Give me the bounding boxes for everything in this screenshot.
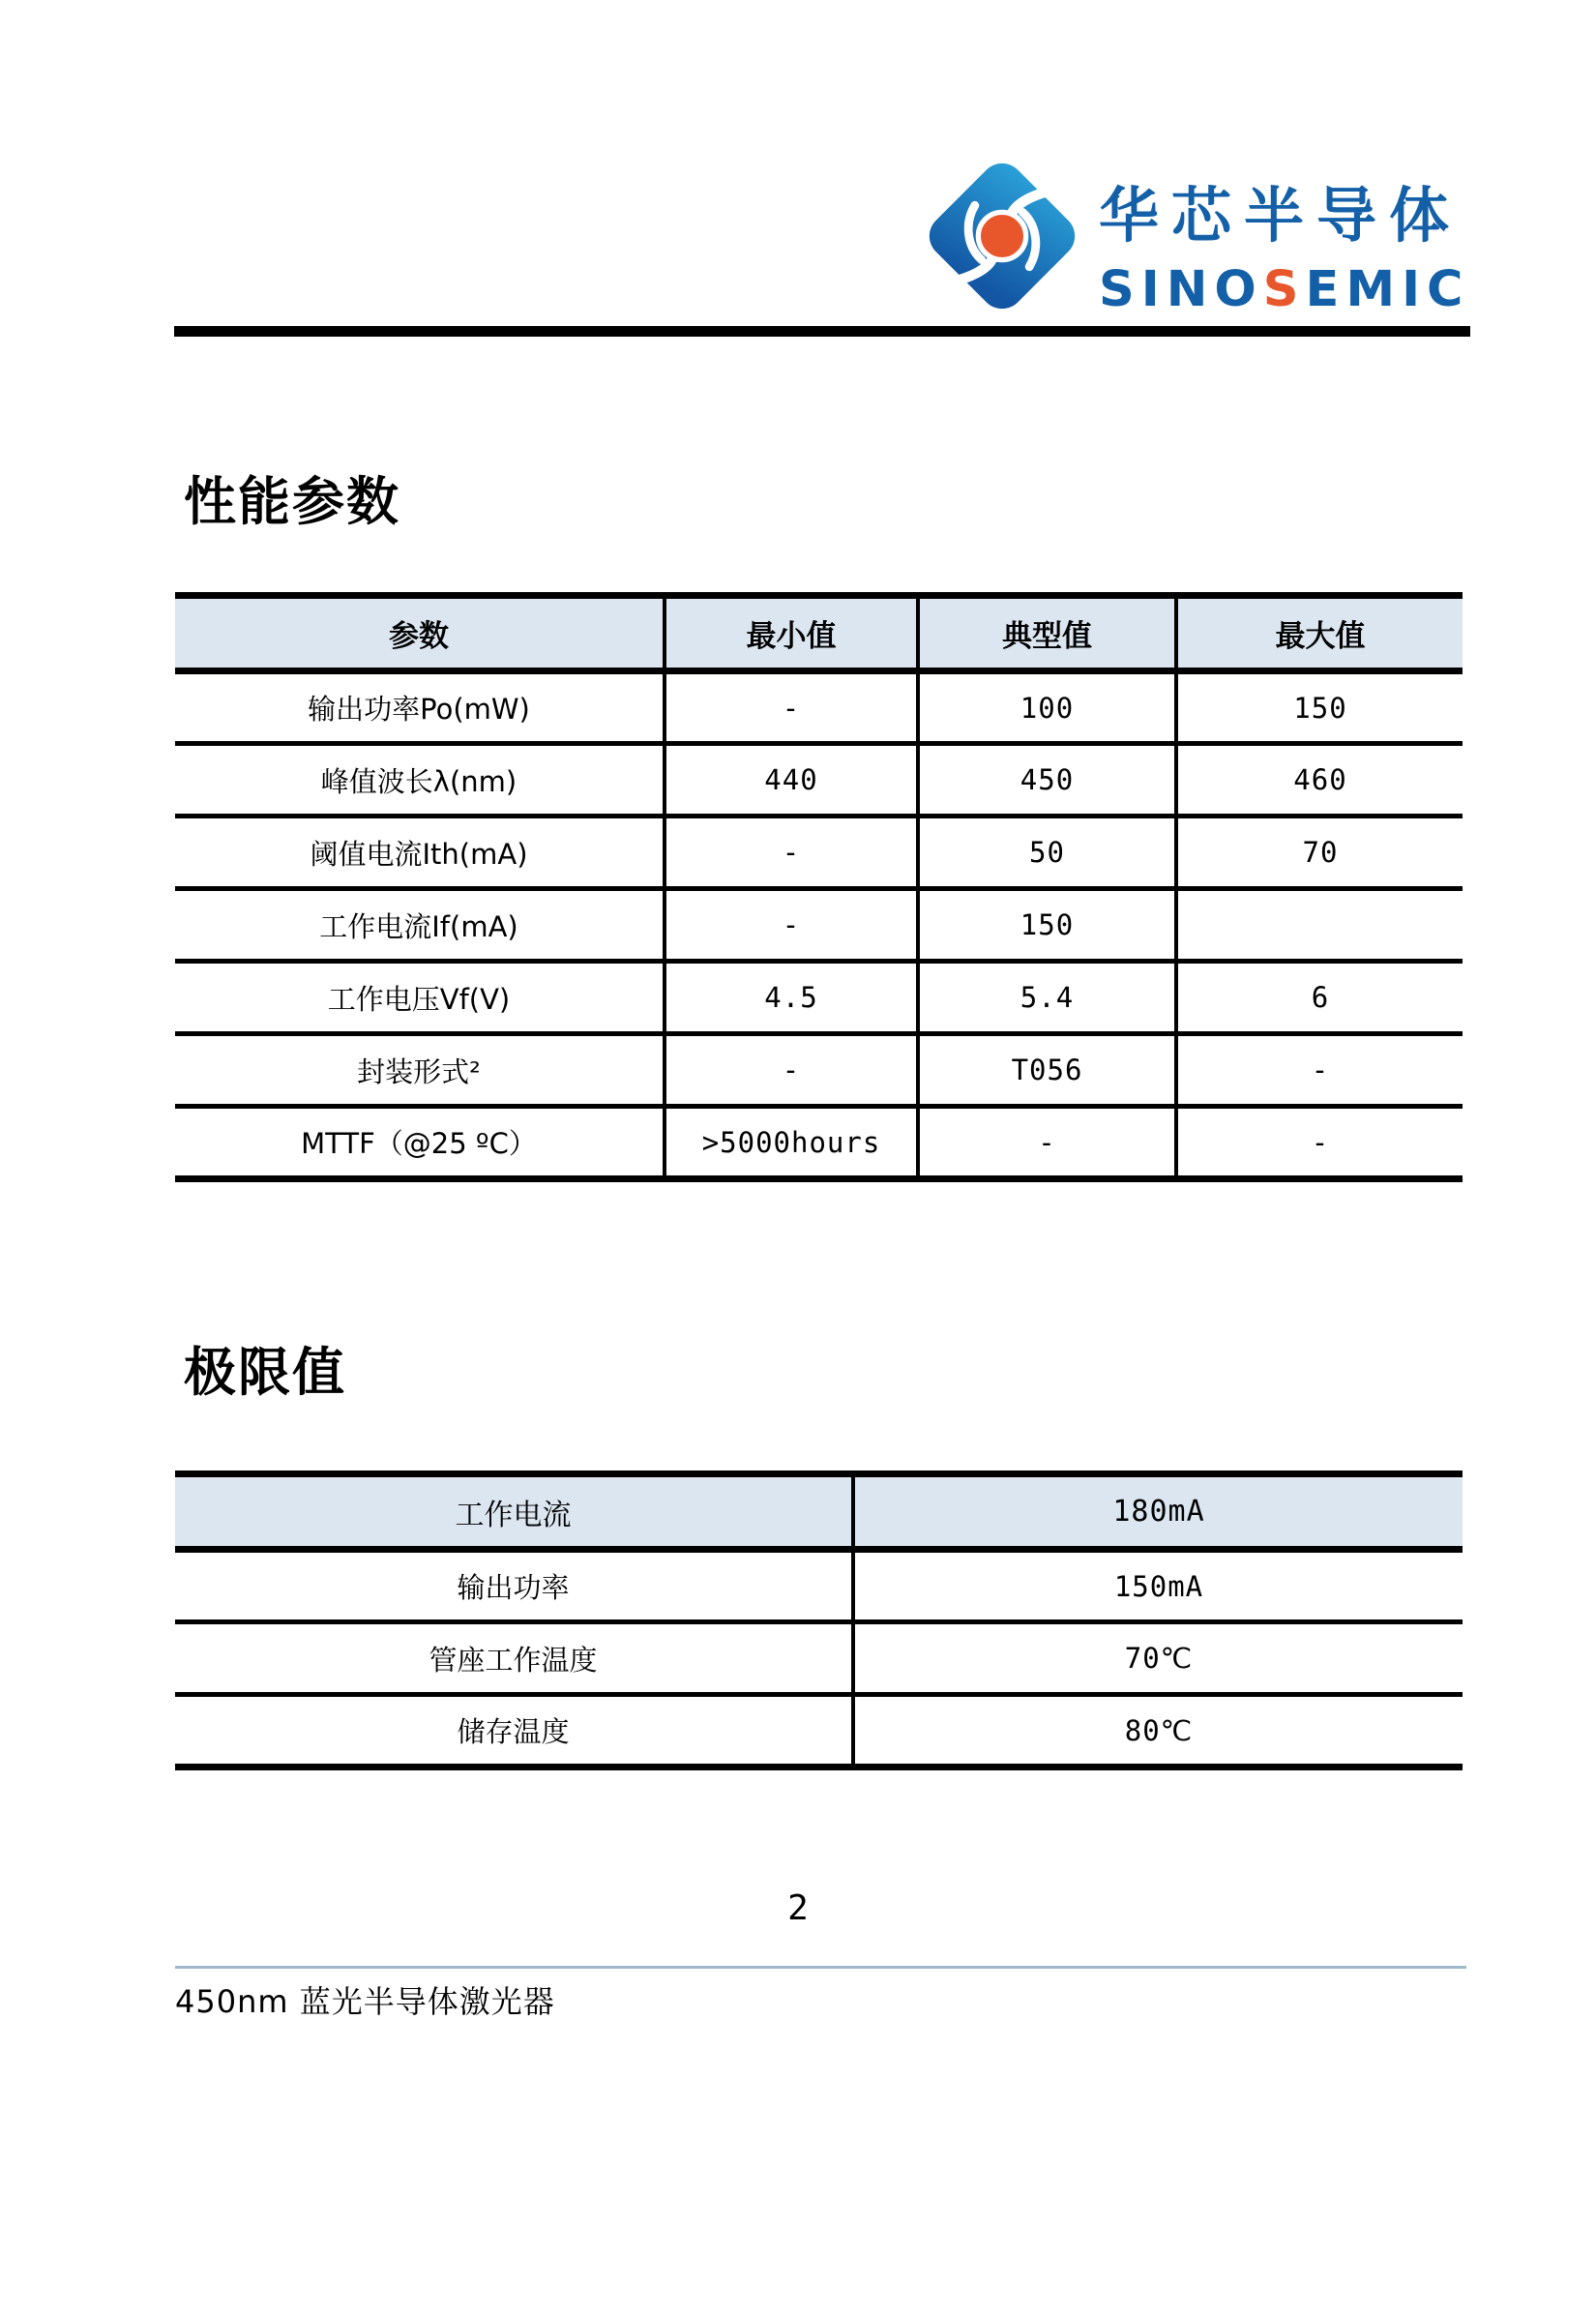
param-label-cell: 工作电压Vf(V) xyxy=(175,962,665,1034)
limits-table-header-row xyxy=(175,1474,1463,1550)
param-max-cell: - xyxy=(1176,1034,1463,1107)
table-row xyxy=(175,962,1463,1034)
param-max-cell xyxy=(1176,889,1463,962)
table-row xyxy=(175,1550,1463,1622)
param-min-cell: - xyxy=(665,817,918,889)
column-header-min: 最小值 xyxy=(665,596,918,671)
logo-text-block xyxy=(1099,180,1478,321)
limit-value-cell: 180mA xyxy=(853,1474,1463,1550)
column-header-max: 最大值 xyxy=(1176,596,1463,671)
param-typ-cell: 100 xyxy=(918,671,1176,744)
table-row xyxy=(175,1034,1463,1107)
limit-value-cell: 70℃ xyxy=(853,1622,1463,1695)
company-name-chinese: 华芯半导体 xyxy=(1099,180,1463,251)
param-min-cell: 440 xyxy=(665,744,918,817)
param-typ-cell: 150 xyxy=(918,889,1176,962)
footer-divider xyxy=(175,1966,1466,1969)
param-label-cell: 封装形式² xyxy=(175,1034,665,1107)
param-min-cell: >5000hours xyxy=(665,1107,918,1179)
table-row xyxy=(175,1107,1463,1179)
company-wordmark xyxy=(1099,261,1478,318)
limit-label-cell: 储存温度 xyxy=(457,1715,570,1748)
param-label-cell: 工作电流If(mA) xyxy=(175,889,665,962)
param-typ-cell: T056 xyxy=(918,1034,1176,1107)
limit-label-cell: 管座工作温度 xyxy=(175,1622,853,1695)
param-typ-cell: - xyxy=(918,1107,1176,1179)
param-label-cell: 输出功率Po(mW) xyxy=(175,671,665,744)
table-row xyxy=(175,1695,1463,1767)
param-min-cell: 4.5 xyxy=(665,962,918,1034)
param-min-cell: - xyxy=(665,889,918,962)
table-row xyxy=(175,671,1463,744)
param-label-cell: 阈值电流Ith(mA) xyxy=(175,817,665,889)
table-row xyxy=(175,1622,1463,1695)
wordmark-segment: EMIC xyxy=(1305,261,1470,318)
page-number: 2 xyxy=(787,1888,809,1928)
header-divider xyxy=(174,326,1470,337)
param-max-cell: - xyxy=(1176,1107,1463,1179)
company-logo xyxy=(917,151,1478,321)
param-typ-cell: 5.4 xyxy=(918,962,1176,1034)
limits-table xyxy=(175,1470,1463,1770)
param-max-cell: 460 xyxy=(1176,744,1463,817)
table-row xyxy=(175,744,1463,817)
wordmark-segment-accent: S xyxy=(1262,261,1306,318)
param-max-cell: 6 xyxy=(1176,962,1463,1034)
section-title-limits: 极限值 xyxy=(184,1342,346,1403)
limit-label-cell: 工作电流 xyxy=(175,1474,853,1550)
performance-table-header-row xyxy=(175,596,1463,671)
param-min-cell: - xyxy=(665,671,918,744)
param-max-cell: 70 xyxy=(1176,817,1463,889)
param-label-cell: MTTF（@25 ºC） xyxy=(301,1127,537,1160)
limit-value-cell: 80℃ xyxy=(853,1695,1463,1767)
wordmark-segment: SINO xyxy=(1099,261,1263,318)
param-min-cell: - xyxy=(665,1034,918,1107)
logo-diamond-icon xyxy=(917,151,1087,321)
limit-value-cell: 150mA xyxy=(853,1550,1463,1622)
param-typ-cell: 50 xyxy=(918,817,1176,889)
footer-doc-title: 450nm 蓝光半导体激光器 xyxy=(175,1983,555,2020)
column-header-parameter: 参数 xyxy=(175,596,665,671)
performance-table xyxy=(175,592,1463,1182)
param-max-cell: 150 xyxy=(1176,671,1463,744)
param-label-cell: 峰值波长λ(nm) xyxy=(175,744,665,817)
section-title-performance: 性能参数 xyxy=(184,471,400,532)
table-row xyxy=(175,889,1463,962)
param-typ-cell: 450 xyxy=(918,744,1176,817)
limit-label-cell: 输出功率 xyxy=(175,1550,853,1622)
table-row xyxy=(175,817,1463,889)
column-header-typ: 典型值 xyxy=(918,596,1176,671)
